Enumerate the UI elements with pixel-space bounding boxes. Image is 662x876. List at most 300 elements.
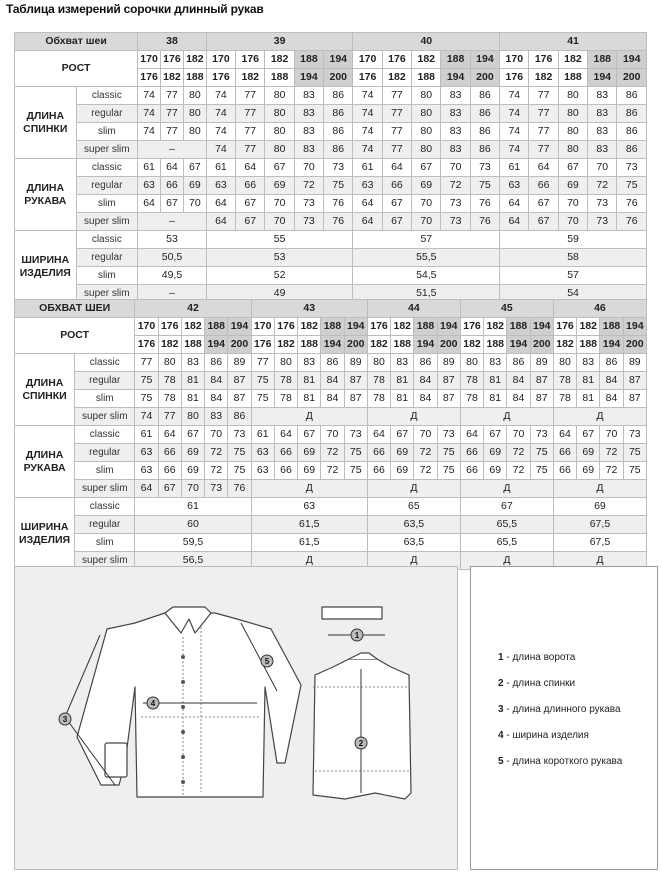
value-cell: 77 — [382, 87, 411, 105]
value-cell: 80 — [183, 123, 206, 141]
value-cell: Д — [460, 408, 553, 426]
height-cell: 170 — [138, 51, 161, 69]
value-cell: 67,5 — [553, 516, 646, 534]
value-cell: 87 — [530, 372, 553, 390]
value-cell: 74 — [500, 87, 529, 105]
value-cell: 77 — [236, 105, 265, 123]
height-cell: 170 — [135, 318, 158, 336]
value-cell: 89 — [623, 354, 646, 372]
height-cell: 182 — [367, 336, 390, 354]
value-cell: 74 — [206, 87, 235, 105]
value-cell: 83 — [441, 123, 470, 141]
value-cell: 69 — [183, 177, 206, 195]
size-table-2 — [14, 299, 647, 570]
value-cell: 80 — [274, 354, 297, 372]
value-cell: 61 — [353, 159, 382, 177]
value-cell: 64 — [529, 159, 558, 177]
value-cell: 73 — [228, 426, 251, 444]
fit-label: classic — [76, 231, 138, 249]
value-cell: 86 — [228, 408, 251, 426]
value-cell: 72 — [294, 177, 323, 195]
value-cell: 74 — [206, 141, 235, 159]
value-cell: 72 — [205, 462, 228, 480]
value-cell: 75 — [251, 372, 274, 390]
height-cell: 176 — [138, 69, 161, 87]
value-cell: 65 — [367, 498, 460, 516]
value-cell: 70 — [558, 213, 587, 231]
value-cell: 73 — [530, 426, 553, 444]
value-cell: 83 — [294, 105, 323, 123]
value-cell: 86 — [600, 354, 623, 372]
value-cell: 81 — [298, 372, 321, 390]
value-cell: 75 — [344, 444, 367, 462]
value-cell: 72 — [321, 462, 344, 480]
fit-label: classic — [76, 159, 138, 177]
value-cell: 69 — [181, 444, 204, 462]
value-cell: 49 — [206, 285, 353, 303]
legend-item-1: 1 - длина ворота — [498, 652, 576, 663]
height-cell: 200 — [617, 69, 647, 87]
value-cell: 70 — [205, 426, 228, 444]
shirt-diagram — [15, 567, 457, 869]
value-cell: 72 — [414, 462, 437, 480]
value-cell: 83 — [441, 141, 470, 159]
value-cell: 83 — [441, 87, 470, 105]
value-cell: 72 — [600, 462, 623, 480]
value-cell: 78 — [158, 372, 181, 390]
value-cell: 77 — [135, 354, 158, 372]
value-cell: 64 — [274, 426, 297, 444]
value-cell: 87 — [344, 390, 367, 408]
value-cell: 80 — [412, 105, 441, 123]
size-header: 41 — [500, 33, 647, 51]
height-cell: 194 — [228, 318, 251, 336]
value-cell: 72 — [441, 177, 470, 195]
legend-item-3: 3 - длина длинного рукава — [498, 704, 621, 715]
value-cell: 70 — [181, 480, 204, 498]
value-cell: 77 — [529, 141, 558, 159]
height-cell: 188 — [600, 318, 623, 336]
height-cell: 194 — [344, 318, 367, 336]
height-cell: 176 — [529, 51, 558, 69]
value-cell: 83 — [391, 354, 414, 372]
height-cell: 188 — [441, 51, 470, 69]
height-cell: 194 — [441, 69, 470, 87]
value-cell: Д — [367, 552, 460, 570]
table-row — [15, 372, 647, 390]
value-cell: Д — [251, 408, 367, 426]
value-cell: 76 — [228, 480, 251, 498]
value-cell: 77 — [529, 87, 558, 105]
height-cell: 182 — [161, 69, 184, 87]
height-cell: 176 — [500, 69, 529, 87]
fit-label: super slim — [76, 213, 138, 231]
value-cell: 77 — [529, 123, 558, 141]
value-cell: 73 — [588, 195, 617, 213]
value-cell: 86 — [205, 354, 228, 372]
table-row — [15, 444, 647, 462]
value-cell: 77 — [529, 105, 558, 123]
value-cell: 74 — [353, 87, 382, 105]
value-cell: 73 — [588, 213, 617, 231]
value-cell: Д — [367, 480, 460, 498]
legend-item-2: 2 - длина спинки — [498, 678, 576, 689]
value-cell: 74 — [500, 105, 529, 123]
height-cell: 188 — [298, 336, 321, 354]
value-cell: 59 — [500, 231, 647, 249]
value-cell: 67 — [158, 480, 181, 498]
value-cell: 57 — [353, 231, 500, 249]
height-cell: 182 — [382, 69, 411, 87]
value-cell: Д — [553, 408, 646, 426]
height-cell: 176 — [553, 318, 576, 336]
height-cell: 200 — [623, 336, 646, 354]
size-table-1 — [14, 32, 647, 303]
fit-label: slim — [75, 534, 135, 552]
value-cell: 72 — [205, 444, 228, 462]
value-cell: 80 — [265, 105, 294, 123]
height-cell: 200 — [324, 69, 353, 87]
value-cell: 64 — [206, 195, 235, 213]
value-cell: Д — [367, 408, 460, 426]
value-cell: 84 — [600, 390, 623, 408]
value-cell: 61,5 — [251, 516, 367, 534]
value-cell: 69 — [391, 462, 414, 480]
table-row — [15, 141, 647, 159]
value-cell: 75 — [530, 462, 553, 480]
value-cell: 70 — [265, 213, 294, 231]
value-cell: 84 — [507, 390, 530, 408]
value-cell: 67 — [183, 159, 206, 177]
fit-label: super slim — [75, 480, 135, 498]
height-cell: 200 — [437, 336, 460, 354]
value-cell: 51,5 — [353, 285, 500, 303]
value-cell: 86 — [470, 123, 499, 141]
value-cell: 52 — [206, 267, 353, 285]
fit-label: slim — [75, 390, 135, 408]
value-cell: 81 — [391, 390, 414, 408]
value-cell: 55 — [206, 231, 353, 249]
size-header: 45 — [460, 300, 553, 318]
value-cell: 67 — [577, 426, 600, 444]
value-cell: 83 — [294, 141, 323, 159]
value-cell: 83 — [205, 408, 228, 426]
value-cell: 74 — [138, 87, 161, 105]
value-cell: 54 — [500, 285, 647, 303]
height-cell: 188 — [412, 69, 441, 87]
value-cell: 74 — [500, 141, 529, 159]
height-cell: 188 — [391, 336, 414, 354]
value-cell: 77 — [161, 87, 184, 105]
value-cell: 67 — [382, 195, 411, 213]
height-cell: 182 — [460, 336, 483, 354]
value-cell: 74 — [206, 105, 235, 123]
height-cell: 176 — [158, 318, 181, 336]
value-cell: 70 — [600, 426, 623, 444]
value-cell: 80 — [412, 141, 441, 159]
value-cell: 61 — [206, 159, 235, 177]
value-cell: 64 — [553, 426, 576, 444]
height-cell: 200 — [530, 336, 553, 354]
value-cell: 74 — [500, 123, 529, 141]
height-cell: 176 — [382, 51, 411, 69]
size-header: 44 — [367, 300, 460, 318]
value-cell: 75 — [530, 444, 553, 462]
value-cell: 73 — [441, 213, 470, 231]
value-cell: 64 — [500, 195, 529, 213]
height-cell: 182 — [274, 336, 297, 354]
fit-label: super slim — [76, 285, 138, 303]
height-cell: 182 — [158, 336, 181, 354]
value-cell: 76 — [617, 213, 647, 231]
value-cell: 73 — [623, 426, 646, 444]
value-cell: 70 — [294, 159, 323, 177]
value-cell: 86 — [324, 123, 353, 141]
height-cell: 194 — [617, 51, 647, 69]
value-cell: 57 — [500, 267, 647, 285]
table-row — [15, 534, 647, 552]
height-cell: 194 — [530, 318, 553, 336]
value-cell: 63,5 — [367, 534, 460, 552]
value-cell: Д — [460, 552, 553, 570]
value-cell: 78 — [460, 390, 483, 408]
value-cell: 83 — [588, 105, 617, 123]
height-cell: 176 — [460, 318, 483, 336]
value-cell: 83 — [294, 87, 323, 105]
height-cell: 194 — [324, 51, 353, 69]
value-cell: 66 — [236, 177, 265, 195]
category-label: ДЛИНА СПИНКИ — [15, 354, 75, 426]
value-cell: 78 — [553, 372, 576, 390]
table-row — [15, 87, 647, 105]
value-cell: 87 — [228, 390, 251, 408]
value-cell: – — [138, 141, 207, 159]
value-cell: 83 — [181, 354, 204, 372]
value-cell: 76 — [470, 195, 499, 213]
value-cell: 70 — [321, 426, 344, 444]
table-row — [15, 123, 647, 141]
value-cell: 86 — [324, 105, 353, 123]
value-cell: 83 — [588, 141, 617, 159]
legend-item-4: 4 - ширина изделия — [498, 730, 589, 741]
value-cell: Д — [553, 480, 646, 498]
value-cell: 83 — [588, 87, 617, 105]
value-cell: 64 — [353, 195, 382, 213]
rost-label: РОСТ — [15, 318, 135, 354]
value-cell: 67 — [236, 213, 265, 231]
height-cell: 176 — [236, 51, 265, 69]
value-cell: 63 — [138, 177, 161, 195]
value-cell: 80 — [265, 141, 294, 159]
table-row — [15, 390, 647, 408]
height-cell: 188 — [294, 51, 323, 69]
value-cell: Д — [251, 480, 367, 498]
value-cell: 70 — [183, 195, 206, 213]
value-cell: 74 — [353, 123, 382, 141]
value-cell: 86 — [324, 87, 353, 105]
value-cell: 64 — [460, 426, 483, 444]
value-cell: 66 — [274, 444, 297, 462]
value-cell: 66 — [460, 462, 483, 480]
value-cell: 73 — [617, 159, 647, 177]
value-cell: 87 — [623, 390, 646, 408]
value-cell: 72 — [414, 444, 437, 462]
value-cell: 78 — [460, 372, 483, 390]
value-cell: 73 — [470, 159, 499, 177]
height-cell: 170 — [500, 51, 529, 69]
value-cell: 77 — [158, 408, 181, 426]
fit-label: classic — [75, 426, 135, 444]
value-cell: 80 — [265, 123, 294, 141]
height-cell: 188 — [183, 69, 206, 87]
size-header: 39 — [206, 33, 353, 51]
size-header: 38 — [138, 33, 207, 51]
height-cell: 182 — [298, 318, 321, 336]
value-cell: 73 — [324, 159, 353, 177]
value-cell: 80 — [558, 123, 587, 141]
size-header: 40 — [353, 33, 500, 51]
fit-label: slim — [76, 195, 138, 213]
table-row — [15, 105, 647, 123]
value-cell: 75 — [324, 177, 353, 195]
value-cell: 84 — [321, 372, 344, 390]
category-label: ШИРИНА ИЗДЕЛИЯ — [15, 498, 75, 570]
value-cell: 67,5 — [553, 534, 646, 552]
value-cell: 64 — [138, 195, 161, 213]
value-cell: 73 — [294, 195, 323, 213]
value-cell: 64 — [135, 480, 158, 498]
value-cell: Д — [251, 552, 367, 570]
value-cell: 83 — [484, 354, 507, 372]
value-cell: 64 — [161, 159, 184, 177]
value-cell: 69 — [484, 444, 507, 462]
height-cell: 182 — [265, 51, 294, 69]
value-cell: 84 — [321, 390, 344, 408]
value-cell: 77 — [251, 354, 274, 372]
height-cell: 176 — [353, 69, 382, 87]
height-cell: 194 — [588, 69, 617, 87]
value-cell: 67 — [529, 195, 558, 213]
value-cell: 70 — [558, 195, 587, 213]
fit-label: regular — [76, 249, 138, 267]
value-cell: 74 — [353, 141, 382, 159]
value-cell: 69 — [181, 462, 204, 480]
value-cell: 67 — [391, 426, 414, 444]
value-cell: 66 — [460, 444, 483, 462]
value-cell: 64 — [353, 213, 382, 231]
value-cell: 64 — [236, 159, 265, 177]
value-cell: 74 — [138, 105, 161, 123]
value-cell: 80 — [183, 87, 206, 105]
height-cell: 182 — [484, 318, 507, 336]
height-cell: 200 — [470, 69, 499, 87]
value-cell: 70 — [441, 159, 470, 177]
value-cell: 70 — [414, 426, 437, 444]
value-cell: 72 — [507, 462, 530, 480]
height-cell: 182 — [391, 318, 414, 336]
value-cell: 87 — [437, 372, 460, 390]
height-cell: 194 — [507, 336, 530, 354]
value-cell: 70 — [588, 159, 617, 177]
table-row — [15, 159, 647, 177]
value-cell: 63 — [135, 462, 158, 480]
height-cell: 194 — [470, 51, 499, 69]
value-cell: 64 — [206, 213, 235, 231]
fit-label: regular — [76, 105, 138, 123]
value-cell: 76 — [324, 213, 353, 231]
value-cell: 89 — [437, 354, 460, 372]
value-cell: 67 — [412, 159, 441, 177]
value-cell: Д — [460, 480, 553, 498]
neck-header: ОБХВАТ ШЕИ — [15, 300, 135, 318]
table-row — [15, 213, 647, 231]
value-cell: 75 — [623, 462, 646, 480]
value-cell: 87 — [623, 372, 646, 390]
value-cell: 69 — [391, 444, 414, 462]
value-cell: 86 — [617, 141, 647, 159]
value-cell: 73 — [441, 195, 470, 213]
value-cell: 63 — [135, 444, 158, 462]
value-cell: 81 — [298, 390, 321, 408]
height-cell: 194 — [600, 336, 623, 354]
value-cell: 76 — [617, 195, 647, 213]
height-cell: 170 — [353, 51, 382, 69]
value-cell: 83 — [577, 354, 600, 372]
value-cell: 74 — [353, 105, 382, 123]
value-cell: 75 — [437, 444, 460, 462]
table-row — [15, 51, 647, 69]
height-cell: 176 — [135, 336, 158, 354]
shirt-diagram-panel — [14, 566, 458, 870]
height-cell: 194 — [623, 318, 646, 336]
height-cell: 188 — [181, 336, 204, 354]
value-cell: 77 — [161, 123, 184, 141]
table-row — [15, 195, 647, 213]
value-cell: 75 — [623, 444, 646, 462]
value-cell: – — [138, 213, 207, 231]
value-cell: 81 — [181, 390, 204, 408]
value-cell: 53 — [138, 231, 207, 249]
value-cell: 84 — [205, 390, 228, 408]
value-cell: 80 — [558, 141, 587, 159]
value-cell: 69 — [484, 462, 507, 480]
value-cell: 63,5 — [367, 516, 460, 534]
value-cell: 67 — [161, 195, 184, 213]
height-cell: 188 — [414, 318, 437, 336]
value-cell: 89 — [228, 354, 251, 372]
value-cell: 70 — [265, 195, 294, 213]
fit-label: super slim — [76, 141, 138, 159]
height-cell: 188 — [321, 318, 344, 336]
height-cell: 182 — [236, 69, 265, 87]
value-cell: 66 — [158, 444, 181, 462]
value-cell: 66 — [161, 177, 184, 195]
category-label: ШИРИНА ИЗДЕЛИЯ — [15, 231, 77, 303]
value-cell: 83 — [441, 105, 470, 123]
size-header: 43 — [251, 300, 367, 318]
value-cell: 76 — [324, 195, 353, 213]
value-cell: 86 — [470, 141, 499, 159]
value-cell: 81 — [484, 390, 507, 408]
category-label: ДЛИНА РУКАВА — [15, 159, 77, 231]
fit-label: classic — [76, 87, 138, 105]
value-cell: 83 — [298, 354, 321, 372]
value-cell: 75 — [228, 462, 251, 480]
value-cell: 67 — [236, 195, 265, 213]
fit-label: classic — [75, 498, 135, 516]
height-cell: 176 — [251, 336, 274, 354]
value-cell: 80 — [265, 87, 294, 105]
